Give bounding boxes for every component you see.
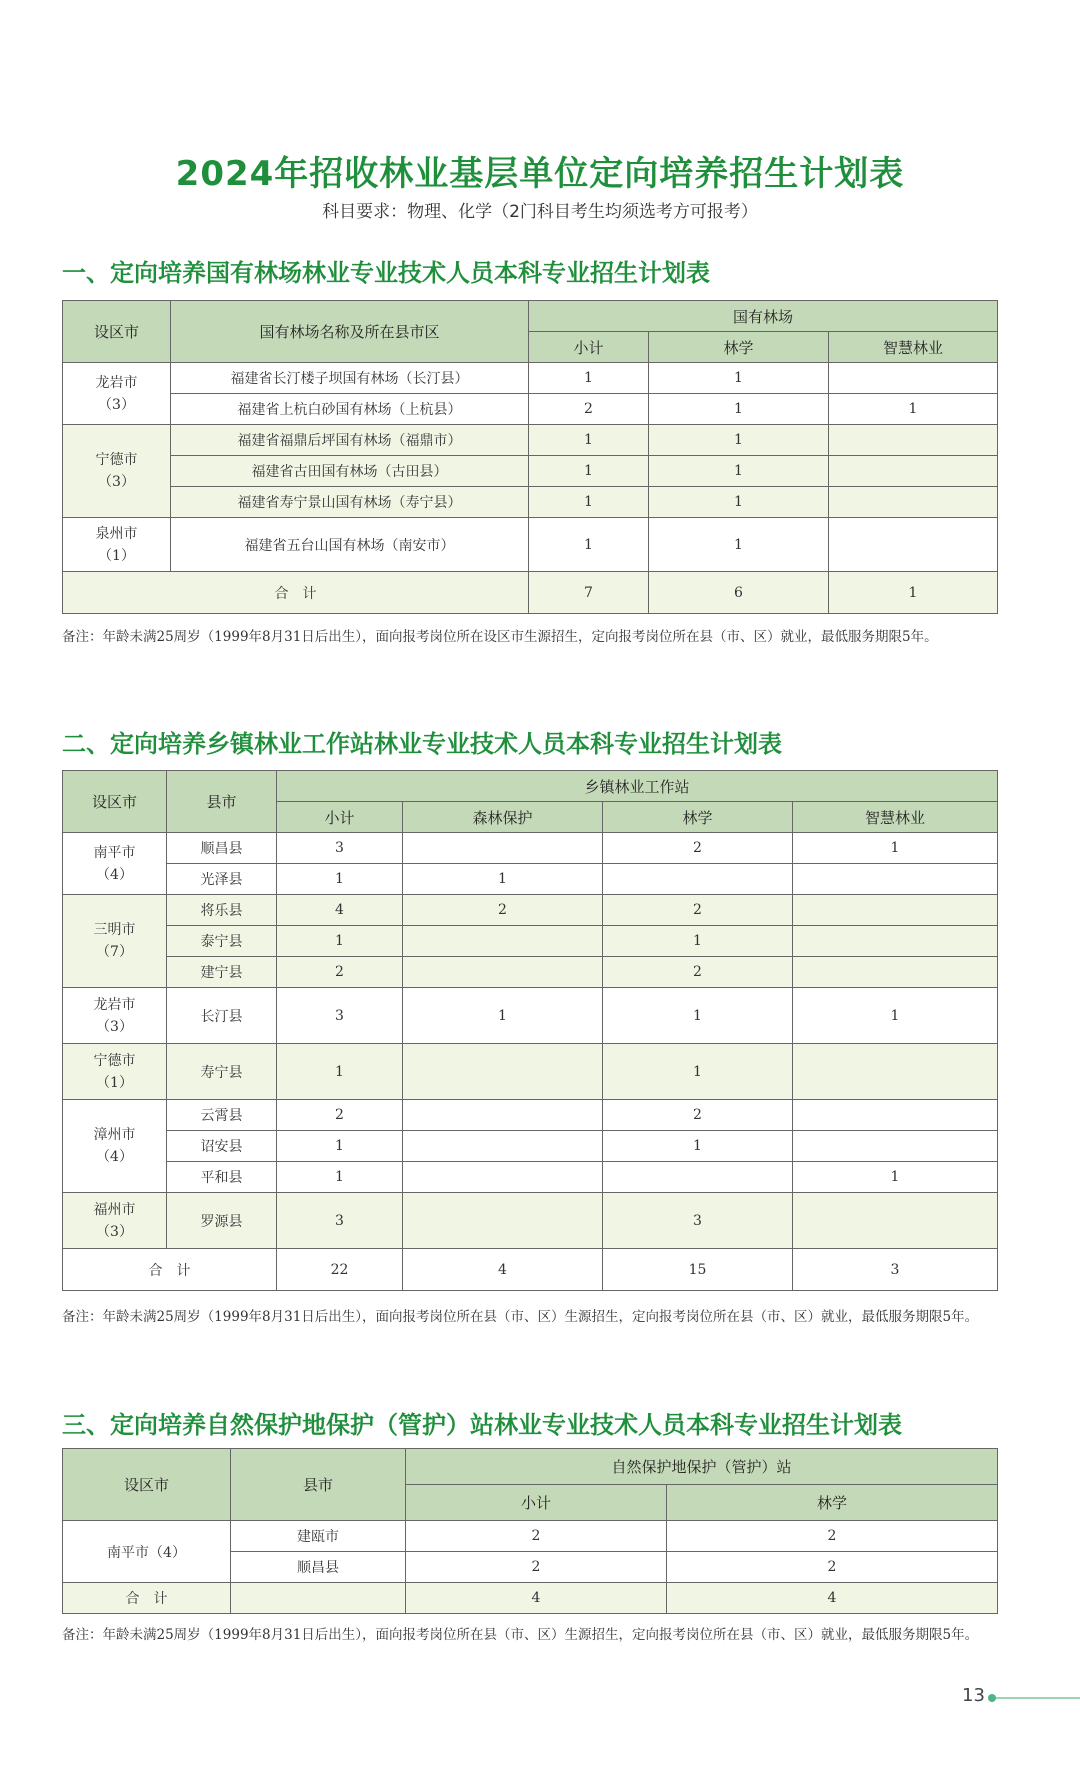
smart-forestry [793, 1131, 998, 1162]
farm-name: 福建省寿宁景山国有林场（寿宁县） [171, 487, 529, 518]
subtotal: 2 [406, 1521, 667, 1552]
forest-protection: 1 [403, 988, 603, 1044]
county: 顺昌县 [231, 1552, 406, 1583]
table-state-forest-farms [62, 300, 998, 614]
header-city: 设区市 [63, 771, 167, 833]
header-city: 设区市 [63, 301, 171, 363]
county: 泰宁县 [167, 926, 277, 957]
smart-forestry [793, 926, 998, 957]
forestry: 1 [649, 518, 829, 572]
total-subtotal: 4 [406, 1583, 667, 1614]
total-forestry: 6 [649, 572, 829, 614]
subtotal: 3 [277, 833, 403, 864]
subtotal: 1 [277, 1162, 403, 1193]
county: 将乐县 [167, 895, 277, 926]
forest-protection [403, 1044, 603, 1100]
forestry: 2 [603, 957, 793, 988]
smart-forestry [829, 425, 998, 456]
section1-note: 备注：年龄未满25周岁（1999年8月31日后出生），面向报考岗位所在设区市生源招生，定向报考岗位所在县（市、区）就业，最低服务期限5年。 [62, 629, 938, 645]
section3-title: 三、定向培养自然保护地保护（管护）站林业专业技术人员本科专业招生计划表 [62, 1411, 902, 1439]
city-cell: 宁德市 （3） [63, 425, 171, 518]
total-county-empty [231, 1583, 406, 1614]
city-cell: 泉州市 （1） [63, 518, 171, 572]
city-cell: 龙岩市 （3） [63, 363, 171, 425]
total-label: 合 计 [63, 572, 529, 614]
smart-forestry [793, 1193, 998, 1249]
total-subtotal: 7 [529, 572, 649, 614]
forestry: 2 [667, 1552, 998, 1583]
subtotal: 4 [277, 895, 403, 926]
county: 寿宁县 [167, 1044, 277, 1100]
forestry: 1 [649, 456, 829, 487]
city-cell: 三明市 （7） [63, 895, 167, 988]
subtotal: 1 [529, 425, 649, 456]
subtotal: 1 [529, 487, 649, 518]
county: 建瓯市 [231, 1521, 406, 1552]
section1-title: 一、定向培养国有林场林业专业技术人员本科专业招生计划表 [62, 259, 710, 287]
forestry: 1 [603, 1044, 793, 1100]
county: 长汀县 [167, 988, 277, 1044]
county: 平和县 [167, 1162, 277, 1193]
subtotal: 2 [406, 1552, 667, 1583]
farm-name: 福建省长汀楼子坝国有林场（长汀县） [171, 363, 529, 394]
city-cell: 南平市 （4） [63, 833, 167, 895]
smart-forestry: 1 [793, 988, 998, 1044]
forest-protection [403, 957, 603, 988]
forestry: 1 [649, 394, 829, 425]
subtotal: 1 [277, 1044, 403, 1100]
county: 罗源县 [167, 1193, 277, 1249]
forestry [603, 1162, 793, 1193]
forestry: 1 [603, 1131, 793, 1162]
city-cell: 宁德市 （1） [63, 1044, 167, 1100]
total-forestry: 15 [603, 1249, 793, 1291]
forestry [603, 864, 793, 895]
header-smart-forestry: 智慧林业 [793, 802, 998, 833]
smart-forestry: 1 [793, 1162, 998, 1193]
city-cell: 龙岩市 （3） [63, 988, 167, 1044]
header-smart-forestry: 智慧林业 [829, 332, 998, 363]
smart-forestry: 1 [793, 833, 998, 864]
header-forest-protection: 森林保护 [403, 802, 603, 833]
total-forest-protection: 4 [403, 1249, 603, 1291]
subtotal: 1 [529, 518, 649, 572]
smart-forestry [793, 895, 998, 926]
subtotal: 1 [277, 926, 403, 957]
forestry: 1 [649, 363, 829, 394]
farm-name: 福建省五台山国有林场（南安市） [171, 518, 529, 572]
subtotal: 1 [277, 1131, 403, 1162]
header-city: 设区市 [63, 1449, 231, 1521]
smart-forestry [829, 518, 998, 572]
table-township-stations [62, 770, 998, 1291]
forestry: 1 [649, 487, 829, 518]
forestry: 1 [603, 988, 793, 1044]
forest-protection [403, 833, 603, 864]
forest-protection [403, 1131, 603, 1162]
subtotal: 3 [277, 1193, 403, 1249]
city-cell: 漳州市 （4） [63, 1100, 167, 1193]
subject-requirement: 科目要求：物理、化学（2门科目考生均须选考方可报考） [322, 202, 758, 222]
forestry: 1 [603, 926, 793, 957]
smart-forestry [793, 864, 998, 895]
smart-forestry [793, 957, 998, 988]
page-title: 2024年招收林业基层单位定向培养招生计划表 [175, 154, 905, 194]
forestry: 3 [603, 1193, 793, 1249]
smart-forestry [829, 363, 998, 394]
forestry: 2 [603, 1100, 793, 1131]
smart-forestry [793, 1100, 998, 1131]
smart-forestry [793, 1044, 998, 1100]
header-forestry: 林学 [649, 332, 829, 363]
county: 光泽县 [167, 864, 277, 895]
city-cell: 南平市（4） [63, 1521, 231, 1583]
page-number: 13 [962, 1685, 985, 1706]
total-forestry: 4 [667, 1583, 998, 1614]
subtotal: 2 [277, 957, 403, 988]
header-forestry: 林学 [667, 1485, 998, 1521]
header-subtotal: 小计 [406, 1485, 667, 1521]
county: 建宁县 [167, 957, 277, 988]
forest-protection: 2 [403, 895, 603, 926]
county: 诏安县 [167, 1131, 277, 1162]
header-county: 县市 [231, 1449, 406, 1521]
forestry: 2 [603, 895, 793, 926]
forestry: 2 [667, 1521, 998, 1552]
header-county: 县市 [167, 771, 277, 833]
header-subtotal: 小计 [529, 332, 649, 363]
forestry: 2 [603, 833, 793, 864]
forest-protection [403, 1100, 603, 1131]
subtotal: 2 [529, 394, 649, 425]
header-group: 国有林场 [529, 301, 998, 332]
forest-protection [403, 1162, 603, 1193]
total-subtotal: 22 [277, 1249, 403, 1291]
forestry: 1 [649, 425, 829, 456]
county: 云霄县 [167, 1100, 277, 1131]
subtotal: 1 [529, 363, 649, 394]
section2-title: 二、定向培养乡镇林业工作站林业专业技术人员本科专业招生计划表 [62, 730, 782, 758]
header-forestry: 林学 [603, 802, 793, 833]
smart-forestry: 1 [829, 394, 998, 425]
subtotal: 1 [277, 864, 403, 895]
page-number-rule [990, 1697, 1080, 1699]
forest-protection: 1 [403, 864, 603, 895]
subtotal: 3 [277, 988, 403, 1044]
section3-note: 备注：年龄未满25周岁（1999年8月31日后出生），面向报考岗位所在县（市、区）生源招生，定向报考岗位所在县（市、区）就业，最低服务期限5年。 [62, 1627, 979, 1643]
subtotal: 2 [277, 1100, 403, 1131]
farm-name: 福建省古田国有林场（古田县） [171, 456, 529, 487]
total-smart-forestry: 1 [829, 572, 998, 614]
smart-forestry [829, 487, 998, 518]
farm-name: 福建省福鼎后坪国有林场（福鼎市） [171, 425, 529, 456]
farm-name: 福建省上杭白砂国有林场（上杭县） [171, 394, 529, 425]
header-farm-name: 国有林场名称及所在县市区 [171, 301, 529, 363]
total-label: 合 计 [63, 1249, 277, 1291]
page-number-dot [988, 1694, 996, 1702]
county: 顺昌县 [167, 833, 277, 864]
header-subtotal: 小计 [277, 802, 403, 833]
forest-protection [403, 1193, 603, 1249]
header-group: 自然保护地保护（管护）站 [406, 1449, 998, 1485]
city-cell: 福州市 （3） [63, 1193, 167, 1249]
header-group: 乡镇林业工作站 [277, 771, 998, 802]
smart-forestry [829, 456, 998, 487]
total-label: 合 计 [63, 1583, 231, 1614]
section2-note: 备注：年龄未满25周岁（1999年8月31日后出生），面向报考岗位所在县（市、区）生源招生，定向报考岗位所在县（市、区）就业，最低服务期限5年。 [62, 1309, 979, 1325]
total-smart-forestry: 3 [793, 1249, 998, 1291]
forest-protection [403, 926, 603, 957]
table-nature-reserve-stations [62, 1448, 998, 1614]
subtotal: 1 [529, 456, 649, 487]
